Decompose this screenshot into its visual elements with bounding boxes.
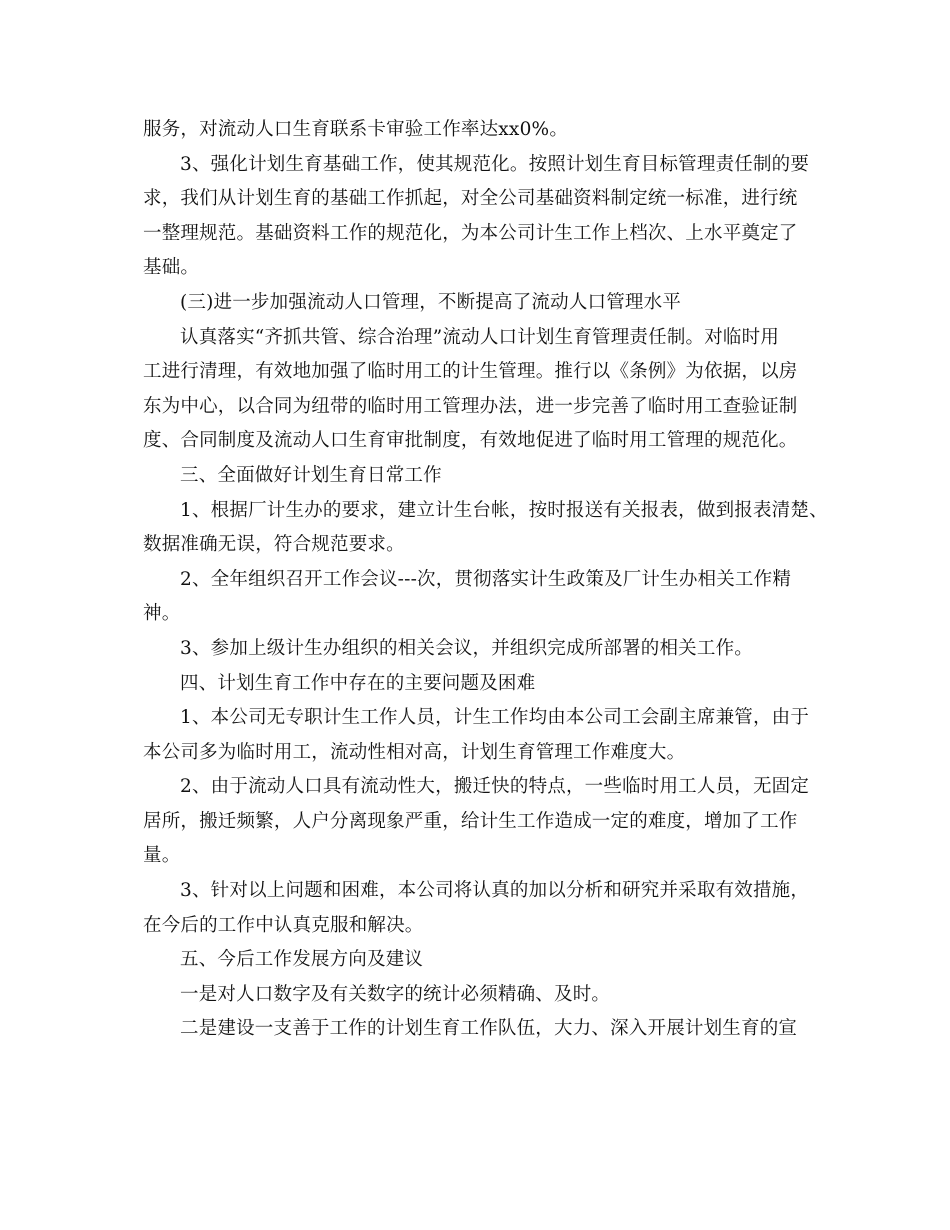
text-line: 五、今后工作发展方向及建议 <box>180 949 424 971</box>
text-line: 东为中心，以合同为纽带的临时用工管理办法，进一步完善了临时用工查验证制 <box>143 395 798 417</box>
text-line: 1、根据厂计生办的要求，建立计生台帐，按时报送有关报表，做到报表清楚、 <box>180 499 828 521</box>
text-line: (三)进一步加强流动人口管理，不断提高了流动人口管理水平 <box>180 291 682 313</box>
text-line: 神。 <box>143 603 181 625</box>
text-line: 服务，对流动人口生育联系卡审验工作率达xx0%。 <box>143 119 569 140</box>
text-line: 3、针对以上问题和困难，本公司将认真的加以分析和研究并采取有效措施， <box>180 880 810 902</box>
text-line: 三、全面做好计划生育日常工作 <box>180 464 442 486</box>
text-line: 数据准确无误，符合规范要求。 <box>143 534 405 556</box>
text-line: 四、计划生育工作中存在的主要问题及困难 <box>180 672 536 694</box>
text-line: 二是建设一支善于工作的计划生育工作队伍，大力、深入开展计划生育的宣 <box>180 1018 798 1040</box>
text-line: 3、参加上级计生办组织的相关会议，并组织完成所部署的相关工作。 <box>180 637 753 659</box>
text-line: 2、全年组织召开工作会议---次，贯彻落实计生政策及厂计生办相关工作精 <box>180 568 792 590</box>
document-body <box>143 113 833 1047</box>
text-line: 认真落实“齐抓共管、综合治理”流动人口计划生育管理责任制。对临时用 <box>180 326 780 348</box>
text-line: 1、本公司无专职计生工作人员，计生工作均由本公司工会副主席兼管，由于 <box>180 707 810 729</box>
text-line: 居所，搬迁频繁，人户分离现象严重，给计生工作造成一定的难度，增加了工作 <box>143 810 798 832</box>
text-line: 工进行清理，有效地加强了临时用工的计生管理。推行以《条例》为依据，以房 <box>143 361 798 383</box>
text-line: 2、由于流动人口具有流动性大，搬迁快的特点，一些临时用工人员，无固定 <box>180 776 810 798</box>
text-line: 求，我们从计划生育的基础工作抓起，对全公司基础资料制定统一标准，进行统 <box>143 188 798 210</box>
text-line: 基础。 <box>143 257 200 279</box>
text-line: 度、合同制度及流动人口生育审批制度，有效地促进了临时用工管理的规范化。 <box>143 430 798 452</box>
text-line: 一整理规范。基础资料工作的规范化，为本公司计生工作上档次、上水平奠定了 <box>143 222 798 244</box>
text-line: 本公司多为临时用工，流动性相对高，计划生育管理工作难度大。 <box>143 741 686 763</box>
text-line: 一是对人口数字及有关数字的统计必须精确、及时。 <box>180 983 611 1005</box>
text-line: 在今后的工作中认真克服和解决。 <box>143 914 424 936</box>
text-line: 3、强化计划生育基础工作，使其规范化。按照计划生育目标管理责任制的要 <box>180 153 810 175</box>
text-line: 量。 <box>143 845 181 867</box>
